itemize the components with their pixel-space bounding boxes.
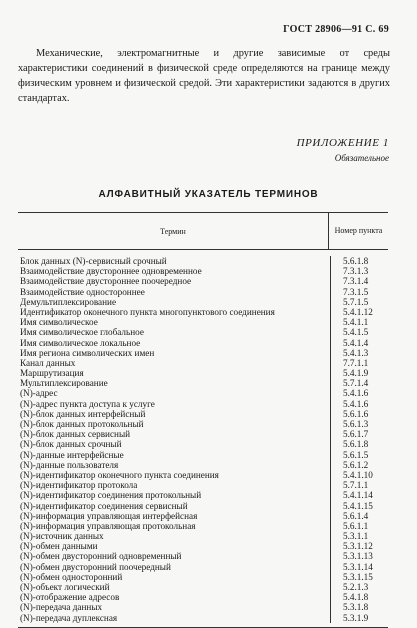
term-cell: (N)-адрес пункта доступа к услуге <box>20 398 155 409</box>
term-cell: (N)-блок данных срочный <box>20 439 122 450</box>
number-cell: 5.4.1.6 <box>343 398 369 409</box>
number-cell: 5.3.1.13 <box>343 551 373 562</box>
number-cell: 5.3.1.15 <box>343 571 373 582</box>
number-cell: 5.6.1.2 <box>343 459 369 470</box>
number-cell: 5.3.1.8 <box>343 602 369 613</box>
term-cell: (N)-обмен двусторонний поочередный <box>20 561 171 572</box>
term-cell: (N)-отображение адресов <box>20 592 120 603</box>
table-body <box>18 250 388 627</box>
number-cell: 7.3.1.5 <box>343 286 369 297</box>
intro-section <box>18 46 390 106</box>
number-cell: 5.4.1.15 <box>343 500 373 511</box>
number-cell: 5.6.1.1 <box>343 520 369 531</box>
term-cell: (N)-идентификатор соединения протокольный <box>20 490 202 501</box>
number-cell: 5.4.1.1 <box>343 317 369 328</box>
number-cell: 5.4.1.14 <box>343 490 373 501</box>
number-cell: 5.7.1.1 <box>343 480 369 491</box>
page-header: ГОСТ 28906—91 С. 69 <box>283 24 389 35</box>
term-cell: (N)-идентификатор оконечного пункта соединения <box>20 469 219 480</box>
number-cell: 5.6.1.6 <box>343 408 369 419</box>
number-cell: 5.4.1.10 <box>343 469 373 480</box>
number-cell: 7.7.1.1 <box>343 357 369 368</box>
term-cell: (N)-данные интерфейсные <box>20 449 124 460</box>
term-column-header: Термин <box>18 213 329 249</box>
number-cell: 5.4.1.8 <box>343 592 369 603</box>
term-cell: Канал данных <box>20 357 76 368</box>
term-cell: Имя символическое глобальное <box>20 327 144 338</box>
term-cell: (N)-блок данных интерфейсный <box>20 408 146 419</box>
term-cell: Блок данных (N)-сервисный срочный <box>20 256 167 266</box>
term-cell: Имя региона символических имен <box>20 347 155 358</box>
number-cell: 5.6.1.3 <box>343 419 369 429</box>
number-cell: 5.4.1.6 <box>343 388 369 399</box>
number-cell: 5.3.1.9 <box>343 612 369 623</box>
number-cell: 5.3.1.12 <box>343 541 373 552</box>
term-cell: (N)-объект логический <box>20 582 110 592</box>
number-cell: 7.3.1.3 <box>343 266 369 277</box>
number-cell: 5.7.1.4 <box>343 378 369 389</box>
term-cell: (N)-данные пользователя <box>20 459 119 470</box>
intro-paragraph: Механические, электромагнитные и другие зависимые от среды характеристики соединений в физической среде определяются на границе между физическим уровнем и физической средой. Эти характеристики задаются в других стандартах. <box>18 48 390 104</box>
number-cell: 5.2.1.3 <box>343 582 369 592</box>
index-title: АЛФАВИТНЫЙ УКАЗАТЕЛЬ ТЕРМИНОВ <box>98 189 319 200</box>
term-cell: Имя символическое <box>20 317 98 328</box>
number-cell: 5.6.1.8 <box>343 256 369 266</box>
number-cell: 5.3.1.1 <box>343 531 369 542</box>
term-cell: (N)-адрес <box>20 388 58 399</box>
term-cell: (N)-информация управляющая протокольная <box>20 520 196 531</box>
term-cell: (N)-обмен двусторонний одновременный <box>20 551 182 562</box>
appendix-heading <box>297 137 389 163</box>
number-cell: 5.4.1.3 <box>343 347 369 358</box>
term-cell: (N)-блок данных сервисный <box>20 429 131 440</box>
term-cell: (N)-передача дуплексная <box>20 612 118 623</box>
term-cell: (N)-обмен односторонний <box>20 571 123 582</box>
number-column-header: Номер пункта <box>334 226 383 235</box>
term-cell: (N)-обмен данными <box>20 541 98 552</box>
table-header <box>18 213 388 250</box>
terms-table <box>18 212 388 628</box>
term-cell: (N)-передача данных <box>20 602 103 613</box>
number-cell: 5.4.1.5 <box>343 327 369 338</box>
term-cell: Имя символическое локальное <box>20 337 141 348</box>
number-cell: 5.4.1.4 <box>343 337 369 348</box>
number-cell: 5.4.1.12 <box>343 306 373 317</box>
term-cell: Взаимодействие одностороннее <box>20 286 145 297</box>
term-cell: Маршрутизация <box>20 368 84 379</box>
number-cell: 5.3.1.14 <box>343 561 373 572</box>
number-cell: 5.6.1.8 <box>343 439 369 450</box>
term-cell: Взаимодействие двустороннее поочередное <box>20 276 192 287</box>
term-cell: (N)-идентификатор протокола <box>20 480 138 491</box>
number-cell: 5.6.1.4 <box>343 510 369 521</box>
number-cell: 5.7.1.5 <box>343 296 369 307</box>
appendix-subtitle: Обязательное <box>334 153 389 163</box>
appendix-title: ПРИЛОЖЕНИЕ 1 <box>296 137 389 149</box>
term-cell: (N)-блок данных протокольный <box>20 419 144 429</box>
term-cell: (N)-информация управляющая интерфейсная <box>20 510 198 521</box>
term-cell: Демультиплексирование <box>20 296 117 307</box>
number-cell: 5.6.1.7 <box>343 429 369 440</box>
term-column <box>18 256 331 623</box>
term-cell: Взаимодействие двустороннее одновременное <box>20 266 202 277</box>
number-column <box>331 256 388 623</box>
number-cell: 7.3.1.4 <box>343 276 369 287</box>
number-cell: 5.4.1.9 <box>343 368 369 379</box>
term-cell: (N)-идентификатор соединения сервисный <box>20 500 188 511</box>
term-cell: Идентификатор оконечного пункта многопунктового соединения <box>20 306 275 317</box>
term-cell: (N)-источник данных <box>20 531 104 542</box>
term-cell: Мультиплексирование <box>20 378 108 389</box>
number-cell: 5.6.1.5 <box>343 449 369 460</box>
